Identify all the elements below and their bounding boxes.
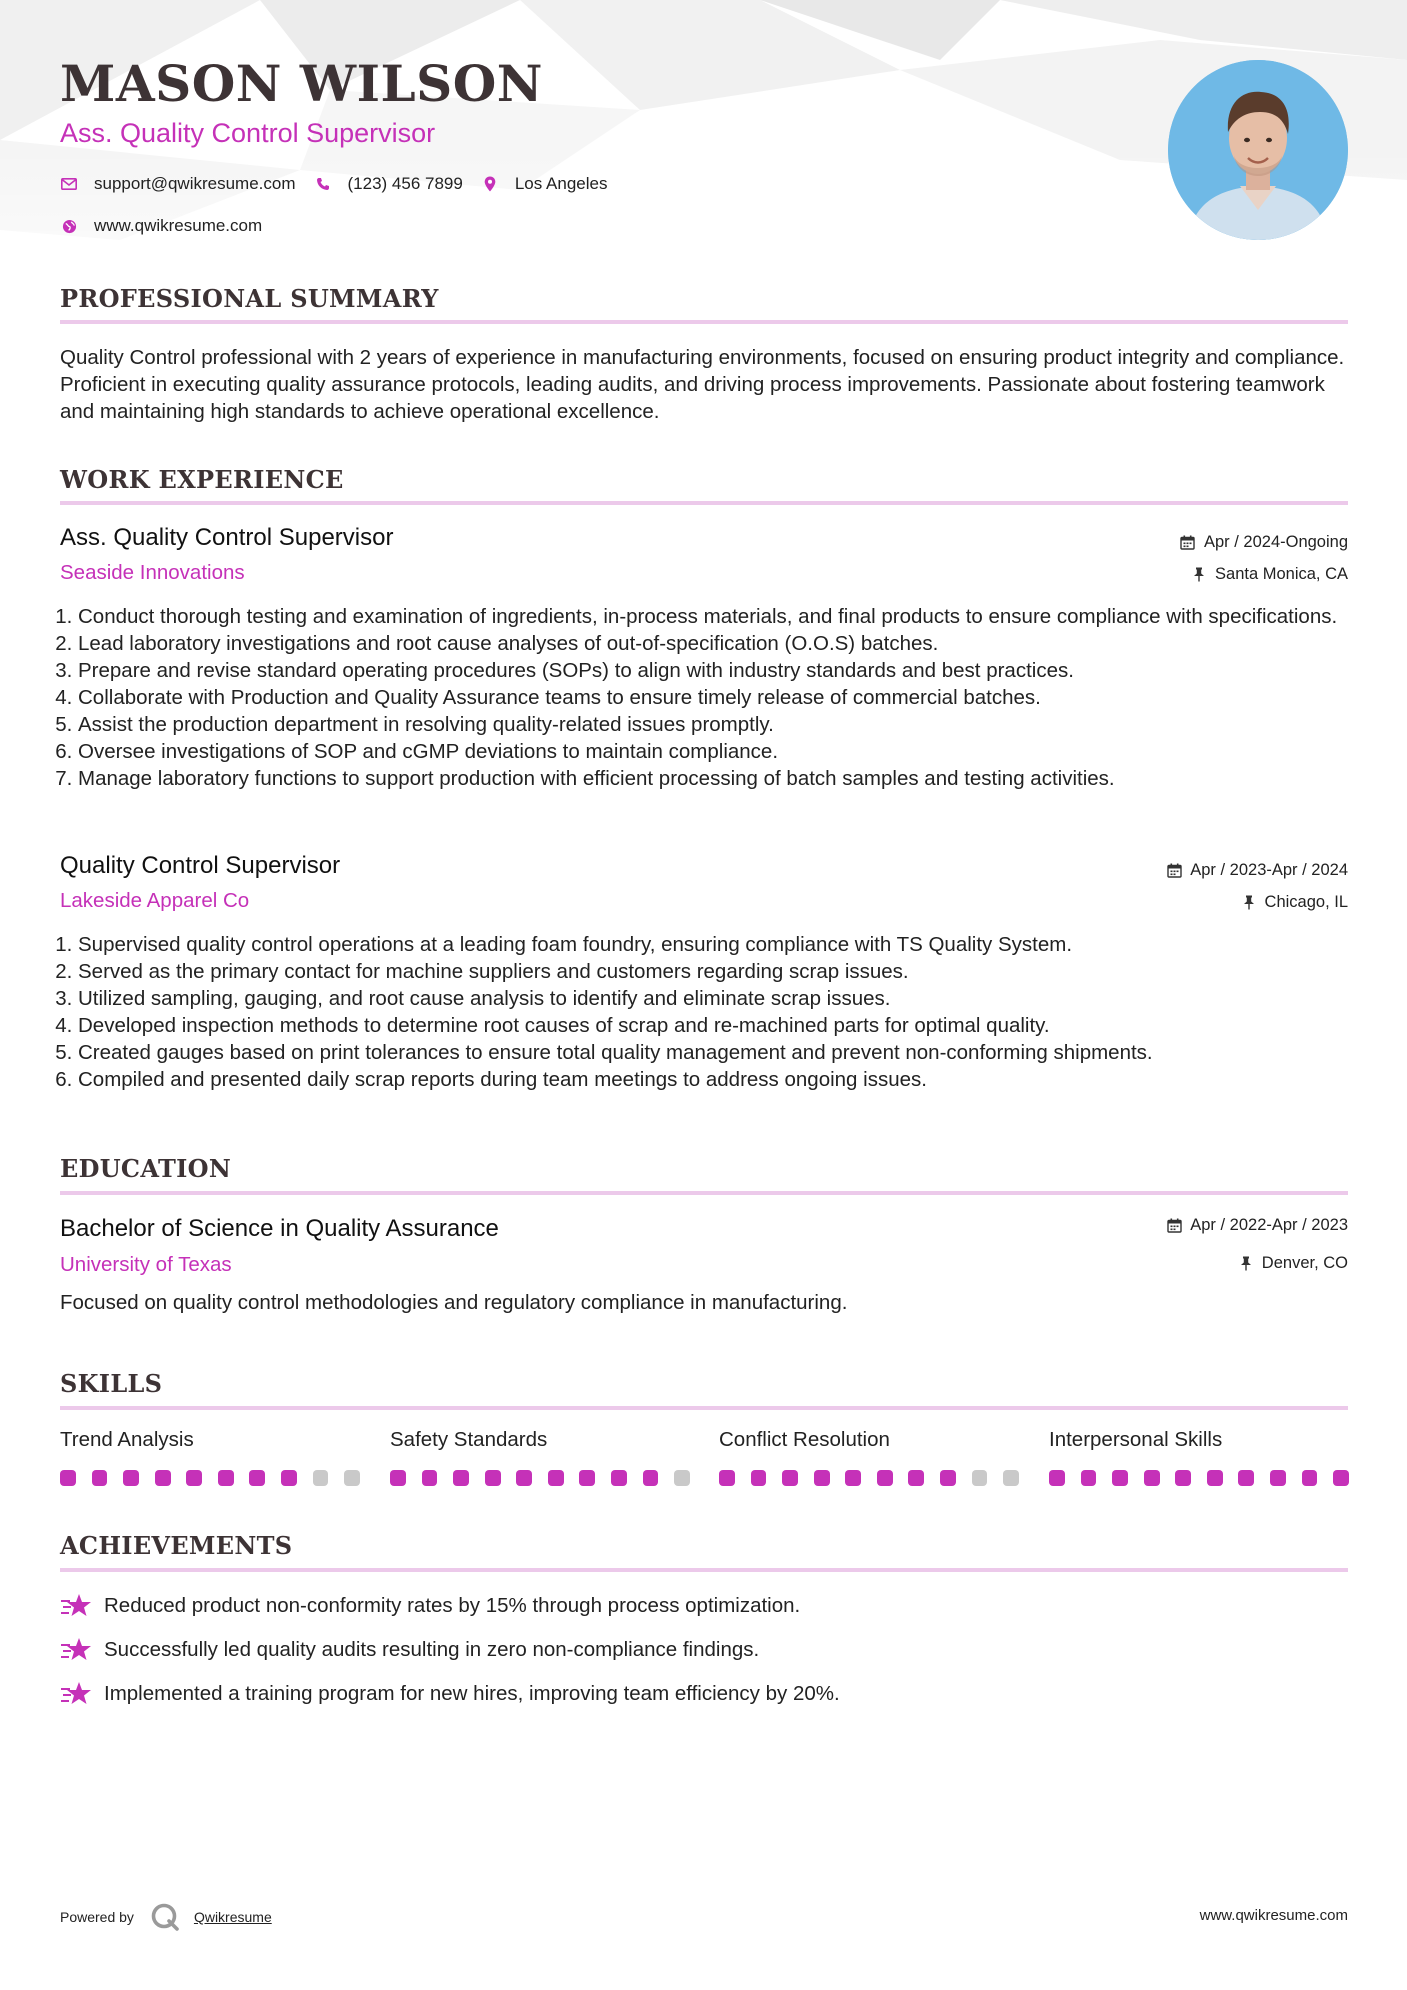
skill-dot-filled [548, 1470, 564, 1486]
skill-rating [719, 1470, 1019, 1486]
experience-heading: WORK EXPERIENCE [60, 465, 344, 494]
skill-item [390, 1428, 690, 1486]
skill-name: Trend Analysis [60, 1428, 194, 1451]
skill-dot-filled [249, 1470, 265, 1486]
job-dates-text: Apr / 2023-Apr / 2024 [1190, 861, 1348, 879]
job-location-text: Santa Monica, CA [1215, 565, 1348, 583]
contact-row [60, 174, 625, 194]
footer-powered-by [60, 1902, 272, 1932]
job-location [1241, 893, 1348, 912]
calendar-icon [1180, 535, 1196, 551]
shooting-star-icon [60, 1592, 92, 1620]
skill-dot-filled [60, 1470, 76, 1486]
skill-dot-filled [579, 1470, 595, 1486]
achievements-heading: ACHIEVEMENTS [60, 1531, 293, 1560]
contact-location [481, 174, 608, 194]
skill-dot-filled [1144, 1470, 1160, 1486]
shooting-star-icon [60, 1680, 92, 1708]
skill-dot-filled [782, 1470, 798, 1486]
skill-dot-filled [1238, 1470, 1254, 1486]
skill-dot-filled [611, 1470, 627, 1486]
skill-dot-filled [1270, 1470, 1286, 1486]
calendar-icon [1166, 863, 1182, 879]
skill-dot-filled [186, 1470, 202, 1486]
footer-website[interactable]: www.qwikresume.com [1199, 1907, 1348, 1924]
achievement-item [60, 1680, 840, 1708]
job-responsibilities [60, 603, 1370, 792]
school-name: University of Texas [60, 1253, 232, 1276]
achievements-divider [60, 1568, 1348, 1572]
list-item: 7. Manage laboratory functions to support production with efficient processing of batch samples and testing activities. [78, 765, 1370, 792]
skill-dot-filled [1175, 1470, 1191, 1486]
website-text: www.qwikresume.com [94, 216, 263, 235]
skill-rating [60, 1470, 360, 1486]
skill-dot-filled [155, 1470, 171, 1486]
education-divider [60, 1191, 1348, 1195]
skill-rating [390, 1470, 690, 1486]
job-dates-text: Apr / 2024-Ongoing [1203, 533, 1348, 551]
list-item: 4. Developed inspection methods to determine root causes of scrap and re-machined parts for optimal quality. [78, 1012, 1370, 1039]
candidate-role: Ass. Quality Control Supervisor [60, 118, 436, 148]
profile-photo [1168, 60, 1348, 240]
degree-title: Bachelor of Science in Quality Assurance [60, 1215, 499, 1242]
skill-dot-filled [1302, 1470, 1318, 1486]
skill-dot-filled [92, 1470, 108, 1486]
website-row[interactable] [60, 216, 262, 236]
job-responsibilities [60, 931, 1370, 1093]
achievement-text: Reduced product non-conformity rates by 15% through process optimization. [104, 1594, 801, 1617]
company-name: Seaside Innovations [60, 561, 245, 584]
list-item: 2. Served as the primary contact for machine suppliers and customers regarding scrap issues. [78, 958, 1370, 985]
skill-name: Conflict Resolution [719, 1428, 890, 1451]
achievement-item [60, 1636, 759, 1664]
skill-name: Interpersonal Skills [1049, 1428, 1223, 1451]
skill-dot-filled [1049, 1470, 1065, 1486]
experience-divider [60, 501, 1348, 505]
skill-dot-filled [1207, 1470, 1223, 1486]
job-location-text: Chicago, IL [1264, 893, 1348, 911]
skill-dot-empty [313, 1470, 329, 1486]
shooting-star-icon [60, 1636, 92, 1664]
phone-text: (123) 456 7899 [347, 174, 463, 193]
skill-dot-empty [972, 1470, 988, 1486]
list-item: 5. Created gauges based on print tolerances to ensure total quality management and prevent non-conforming shipments. [78, 1039, 1370, 1066]
skill-name: Safety Standards [390, 1428, 548, 1451]
list-item: 5. Assist the production department in resolving quality-related issues promptly. [78, 711, 1370, 738]
list-item: 1. Supervised quality control operations at a leading foam foundry, ensuring compliance with TS Quality System. [78, 931, 1370, 958]
calendar-icon [1166, 1218, 1182, 1234]
skill-dot-filled [643, 1470, 659, 1486]
skill-dot-filled [1333, 1470, 1349, 1486]
qwikresume-link[interactable]: Qwikresume [193, 1909, 272, 1925]
skill-item [719, 1428, 1019, 1486]
map-pin-icon [481, 175, 499, 193]
job-location [1191, 565, 1348, 584]
list-item: 4. Collaborate with Production and Quality Assurance teams to ensure timely release of commercial batches. [78, 684, 1370, 711]
list-item: 3. Utilized sampling, gauging, and root cause analysis to identify and eliminate scrap issues. [78, 985, 1370, 1012]
qwikresume-logo-icon [150, 1902, 180, 1932]
education-heading: EDUCATION [60, 1154, 232, 1183]
skill-dot-filled [751, 1470, 767, 1486]
list-item: 3. Prepare and revise standard operating procedures (SOPs) to align with industry standards and best practices. [78, 657, 1370, 684]
email-text: support@qwikresume.com [94, 174, 296, 193]
pushpin-icon [1238, 1256, 1254, 1272]
pushpin-icon [1241, 895, 1257, 911]
skill-item [1049, 1428, 1349, 1486]
skill-dot-filled [814, 1470, 830, 1486]
company-name: Lakeside Apparel Co [60, 889, 250, 912]
skill-dot-filled [1081, 1470, 1097, 1486]
job-dates [1166, 861, 1348, 880]
skill-dot-filled [453, 1470, 469, 1486]
contact-phone[interactable] [314, 174, 463, 194]
skill-dot-empty [1003, 1470, 1019, 1486]
job-title: Ass. Quality Control Supervisor [60, 524, 394, 551]
skill-dot-filled [908, 1470, 924, 1486]
skill-dot-filled [940, 1470, 956, 1486]
summary-text: Quality Control professional with 2 years of experience in manufacturing environments, focused on ensuring product integrity and compliance. Proficient in executing quality assurance protocols, leading audits, and driving process improvements. Passionate about fostering teamwork and maintaining high standards to achieve operational excellence. [60, 346, 1345, 423]
education-description: Focused on quality control methodologies and regulatory compliance in manufacturing. [60, 1291, 848, 1314]
summary-divider [60, 320, 1348, 324]
skill-dot-filled [516, 1470, 532, 1486]
pushpin-icon [1191, 567, 1207, 583]
skill-dot-filled [218, 1470, 234, 1486]
skill-dot-empty [344, 1470, 360, 1486]
contact-email[interactable] [60, 174, 296, 194]
skills-heading: SKILLS [60, 1369, 163, 1398]
location-text: Los Angeles [514, 174, 608, 193]
skill-dot-filled [877, 1470, 893, 1486]
phone-icon [314, 175, 332, 193]
envelope-icon [60, 175, 78, 193]
job-dates [1180, 533, 1348, 552]
skill-dot-filled [845, 1470, 861, 1486]
job-title: Quality Control Supervisor [60, 852, 341, 879]
summary-heading: PROFESSIONAL SUMMARY [60, 284, 439, 313]
education-location-text: Denver, CO [1261, 1254, 1348, 1272]
list-item: 6. Oversee investigations of SOP and cGMP deviations to maintain compliance. [78, 738, 1370, 765]
skill-dot-filled [719, 1470, 735, 1486]
list-item: 6. Compiled and presented daily scrap reports during team meetings to address ongoing issues. [78, 1066, 1370, 1093]
achievement-text: Successfully led quality audits resulting in zero non-compliance findings. [104, 1638, 760, 1661]
globe-icon [60, 217, 78, 235]
skill-dot-filled [422, 1470, 438, 1486]
powered-by-label: Powered by [60, 1909, 134, 1925]
skill-item [60, 1428, 360, 1486]
skill-dot-filled [281, 1470, 297, 1486]
skill-dot-empty [674, 1470, 690, 1486]
skill-dot-filled [123, 1470, 139, 1486]
skill-dot-filled [485, 1470, 501, 1486]
achievement-item [60, 1592, 800, 1620]
candidate-name: MASON WILSON [60, 54, 543, 113]
list-item: 1. Conduct thorough testing and examination of ingredients, in-process materials, and final products to ensure compliance with specifications. [78, 603, 1370, 630]
achievement-text: Implemented a training program for new hires, improving team efficiency by 20%. [104, 1682, 840, 1705]
education-location [1238, 1254, 1348, 1273]
education-dates-text: Apr / 2022-Apr / 2023 [1190, 1216, 1348, 1234]
list-item: 2. Lead laboratory investigations and root cause analyses of out-of-specification (O.O.S) batches. [78, 630, 1370, 657]
skills-divider [60, 1406, 1348, 1410]
skill-dot-filled [1112, 1470, 1128, 1486]
skill-rating [1049, 1470, 1349, 1486]
skill-dot-filled [390, 1470, 406, 1486]
education-dates [1166, 1216, 1348, 1235]
